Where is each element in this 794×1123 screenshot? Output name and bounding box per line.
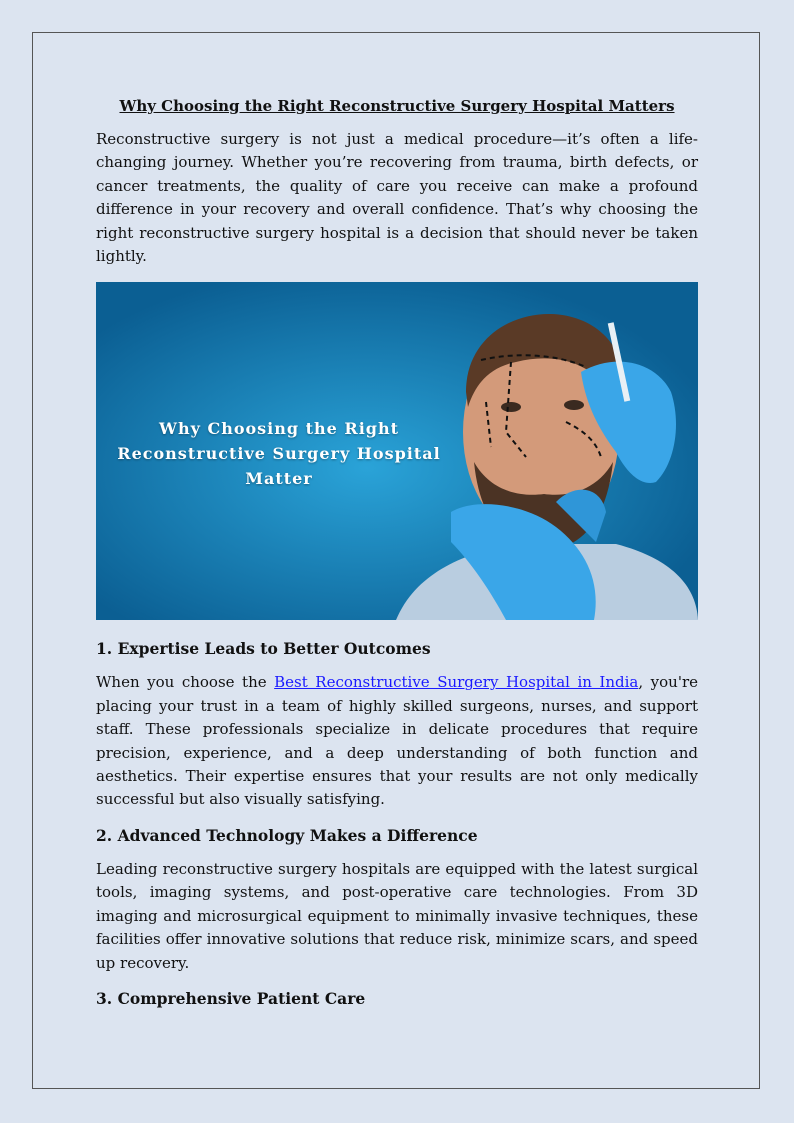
best-reconstructive-surgery-hospital-link[interactable]: Best Reconstructive Surgery Hospital in India bbox=[274, 673, 639, 692]
intro-paragraph: Reconstructive surgery is not just a medical procedure—it’s often a life-changing journey. Whether you’re recovering from trauma, birth defects, or cancer treatments, the quality of care you receive can make a profound difference in your recovery and overall confidence. That’s why choosing the right reconstructive surgery hospital is a decision that should never be taken lightly. bbox=[96, 130, 698, 266]
hero-caption-line-2: Reconstructive Surgery Hospital bbox=[117, 444, 441, 464]
hero-caption-line-1: Why Choosing the Right bbox=[158, 419, 399, 439]
hero-caption-line-3: Matter bbox=[245, 469, 313, 489]
section-1-text-before-link: When you choose the bbox=[96, 673, 275, 692]
hero-caption bbox=[114, 416, 444, 491]
document-title: Why Choosing the Right Reconstructive Surgery Hospital Matters bbox=[119, 97, 675, 115]
section-3-heading: 3. Comprehensive Patient Care bbox=[96, 988, 366, 1008]
section-1-text-after-link: , you're placing your trust in a team of highly skilled surgeons, nurses, and support staff. These professionals specialize in delicate procedures that require precision, experience, and a deep understanding of both function and aesthetics. Their expertise ensures that your results are not only medically successful but also visually satisfying. bbox=[96, 673, 699, 809]
section-2-paragraph: Leading reconstructive surgery hospitals are equipped with the latest surgical tools, imaging systems, and post-operative care technologies. From 3D imaging and microsurgical equipment to minimally invasive techniques, these facilities offer innovative solutions that reduce risk, minimize scars, and speed up recovery. bbox=[96, 859, 698, 972]
hero-image bbox=[96, 282, 698, 620]
section-1-heading: 1. Expertise Leads to Better Outcomes bbox=[96, 639, 431, 659]
document-content bbox=[96, 96, 698, 1010]
section-2-heading: 2. Advanced Technology Makes a Difference bbox=[96, 825, 478, 845]
section-1-paragraph bbox=[96, 671, 698, 811]
